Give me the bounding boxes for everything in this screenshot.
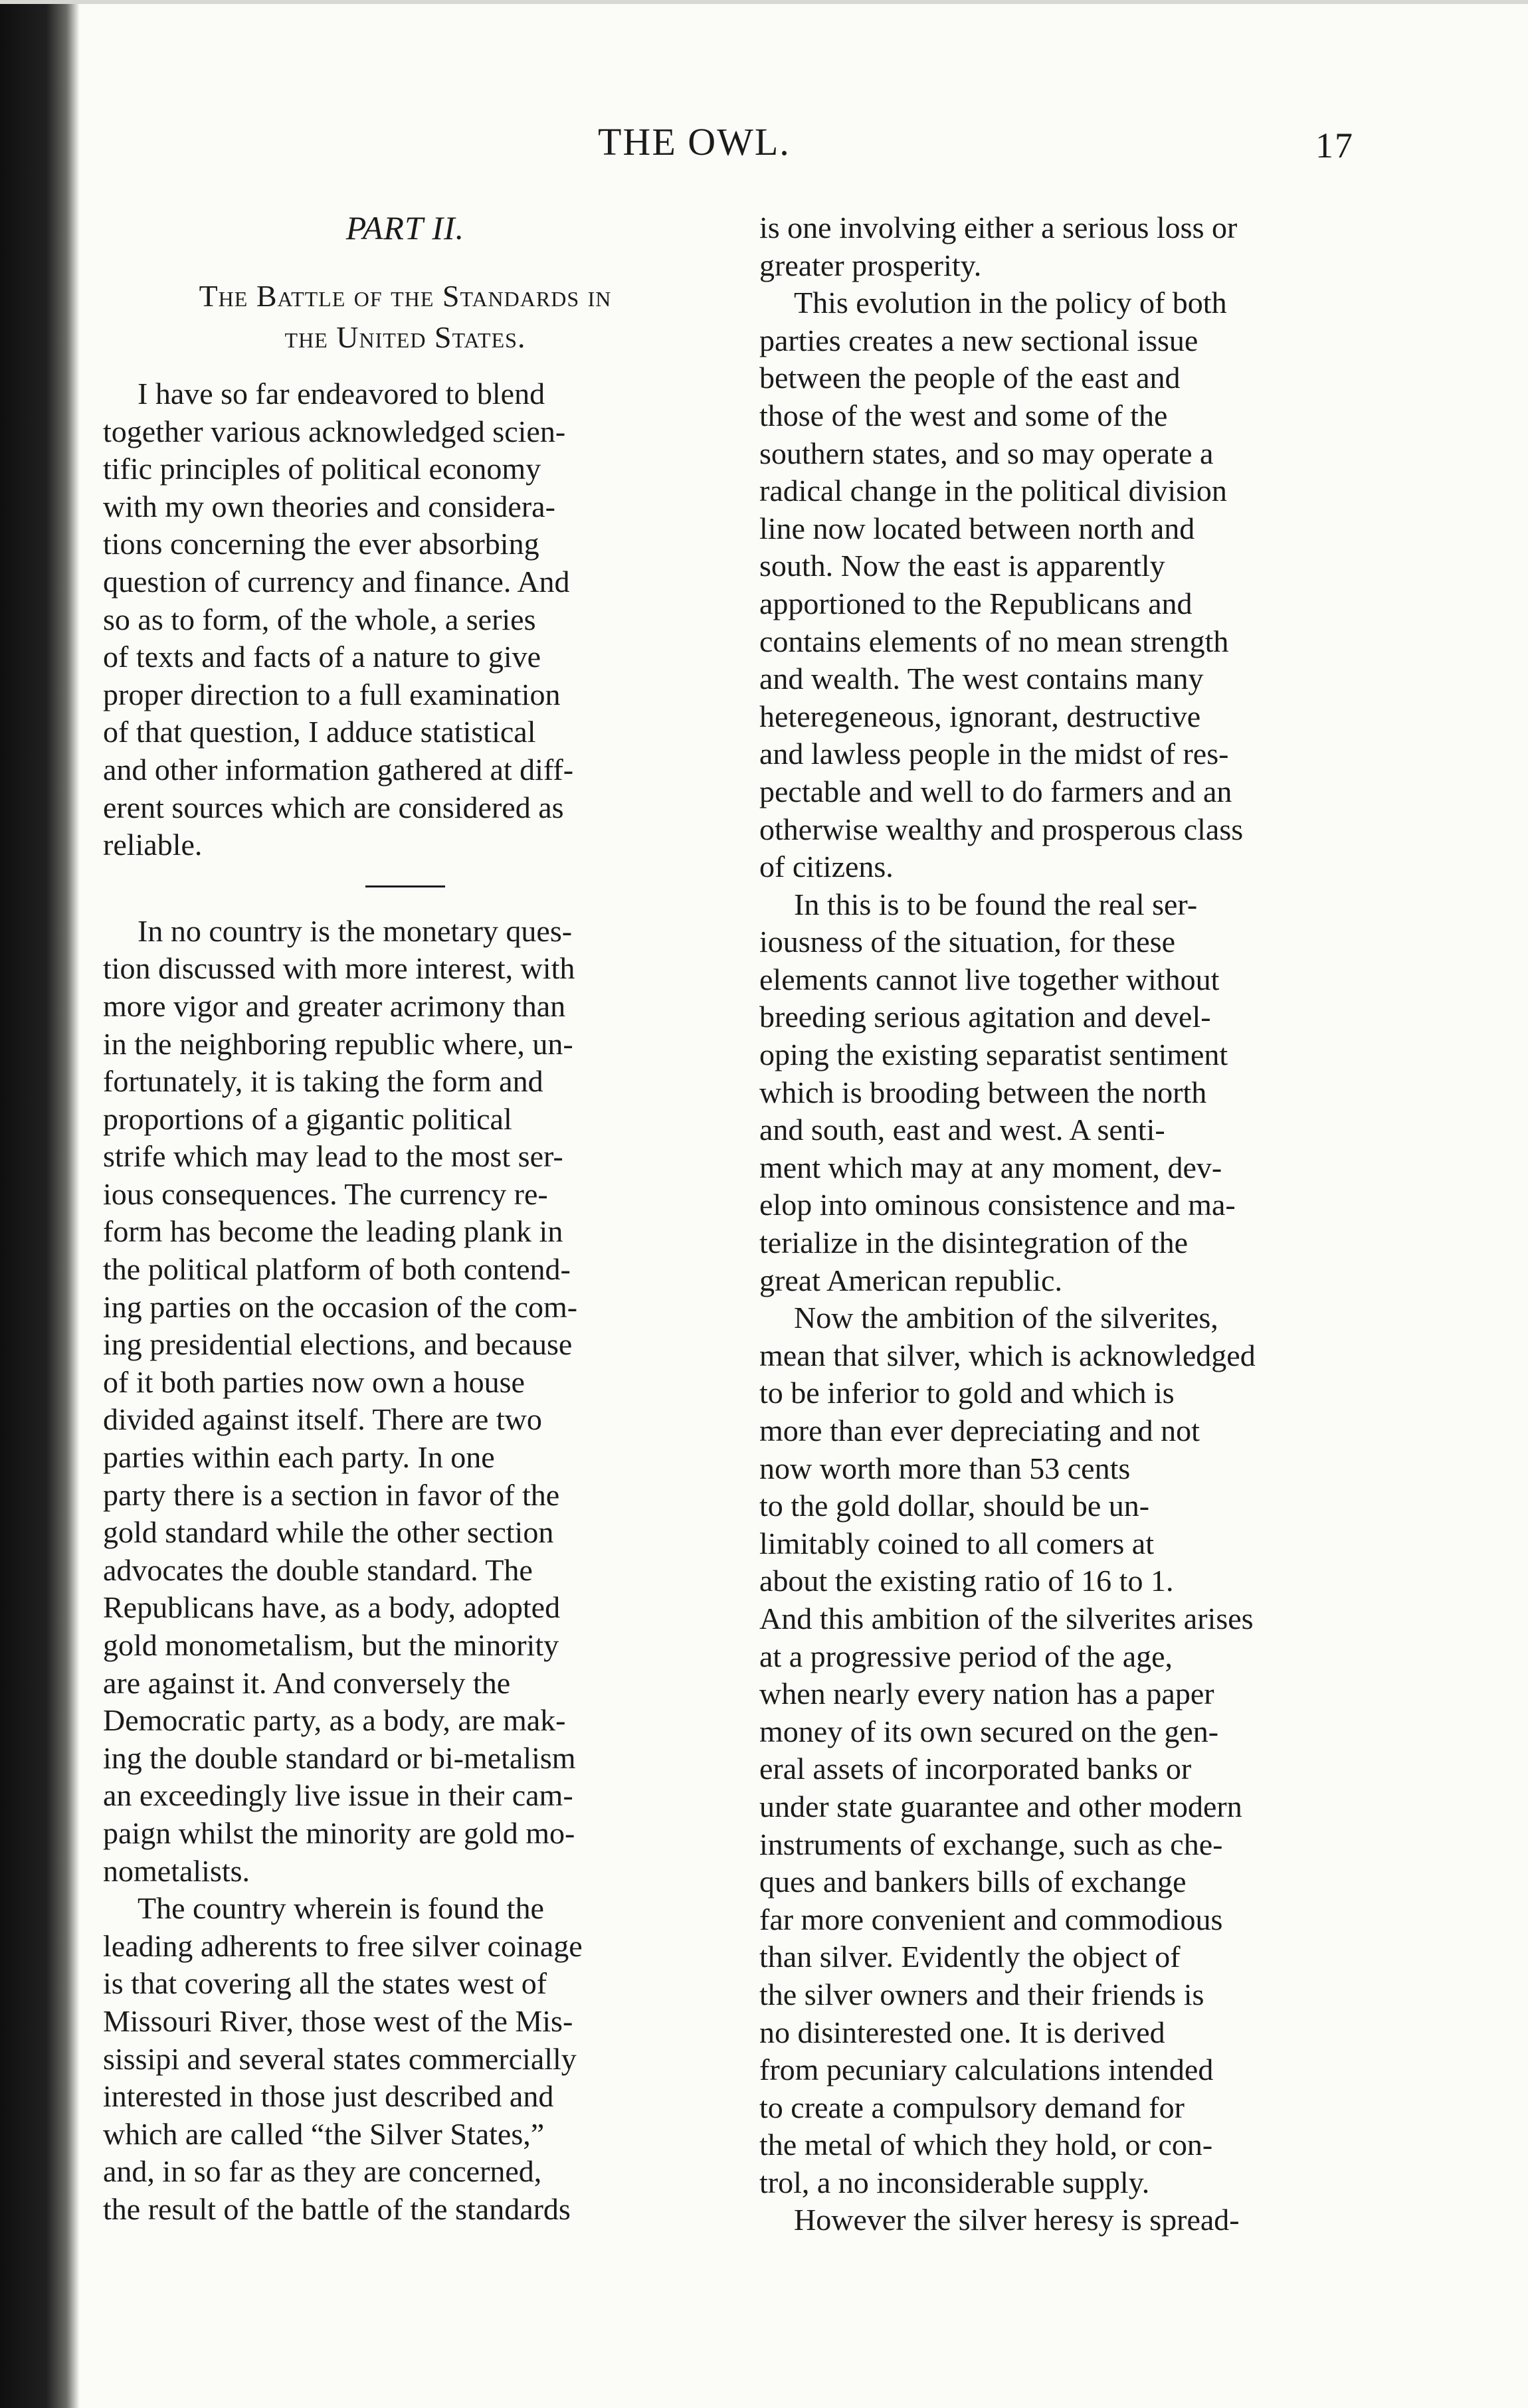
text-line: ment which may at any moment, dev- [759, 1150, 1222, 1184]
text-line: tions concerning the ever absorbing [103, 527, 539, 561]
text-line: And this ambition of the silverites arises [759, 1601, 1254, 1635]
text-line: those of the west and some of the [759, 398, 1168, 432]
text-line: with my own theories and considera- [103, 489, 555, 523]
text-line: otherwise wealthy and prosperous class [759, 812, 1244, 846]
text-line: which are called “the Silver States,” [103, 2116, 545, 2151]
text-line: greater prosperity. [759, 248, 982, 282]
text-line: question of currency and finance. And [103, 564, 570, 599]
text-line: nometalists. [103, 1853, 250, 1888]
text-line: the metal of which they hold, or con- [759, 2128, 1213, 2162]
text-line: contains elements of no mean strength [759, 624, 1229, 658]
paragraph [103, 1890, 708, 2228]
text-line: at a progressive period of the age, [759, 1639, 1173, 1673]
text-line: and wealth. The west contains many [759, 662, 1204, 696]
paragraph-continued [759, 209, 1364, 284]
text-line: leading adherents to free silver coinage [103, 1928, 583, 1963]
text-line: more than ever depreciating and not [759, 1414, 1200, 1447]
text-line: gold standard while the other section [103, 1515, 554, 1550]
text-line: no disinterested one. It is derived [759, 2015, 1165, 2049]
text-line: ing presidential elections, and because [103, 1327, 573, 1362]
text-line: proper direction to a full examination [103, 677, 561, 711]
text-line: party there is a section in favor of the [103, 1477, 560, 1512]
text-line: instruments of exchange, such as che- [759, 1827, 1223, 1861]
text-line: far more convenient and commodious [759, 1902, 1223, 1936]
text-line: tion discussed with more interest, with [103, 951, 575, 986]
text-line: proportions of a gigantic political [103, 1101, 512, 1136]
text-line: However the silver heresy is spread- [794, 2203, 1240, 2237]
text-line: radical change in the political division [759, 474, 1227, 508]
text-line: when nearly every nation has a paper [759, 1677, 1214, 1711]
section-rule [365, 885, 445, 887]
text-line: oping the existing separatist sentiment [759, 1038, 1228, 1072]
text-line: and other information gathered at diff- [103, 752, 574, 787]
text-line: This evolution in the policy of both [794, 286, 1227, 320]
text-line: to be inferior to gold and which is [759, 1376, 1175, 1410]
text-line: eral assets of incorporated banks or [759, 1752, 1192, 1786]
text-line: gold monometalism, but the minority [103, 1628, 559, 1662]
text-line: erent sources which are considered as [103, 790, 564, 824]
text-line: and lawless people in the midst of res- [759, 737, 1229, 771]
text-line: interested in those just described and [103, 2079, 554, 2114]
text-line: reliable. [103, 828, 203, 862]
text-line: divided against itself. There are two [103, 1402, 542, 1437]
text-line: and south, east and west. A senti- [759, 1113, 1165, 1147]
page-binding-edge [0, 0, 80, 2408]
text-line: great American republic. [759, 1263, 1062, 1297]
text-line: I have so far endeavored to blend [138, 377, 545, 411]
text-line: Missouri River, those west of the Mis- [103, 2003, 573, 2038]
text-line: together various acknowledged scien- [103, 414, 566, 448]
text-line: the silver owners and their friends is [759, 1977, 1204, 2011]
paragraph [103, 913, 708, 1890]
text-line: breeding serious agitation and devel- [759, 1000, 1211, 1034]
text-line: the political platform of both contend- [103, 1252, 571, 1287]
text-line: pectable and well to do farmers and an [759, 774, 1232, 808]
section-title [103, 276, 708, 375]
text-line: limitably coined to all comers at [759, 1526, 1155, 1560]
text-line: is one involving either a serious loss or [759, 211, 1238, 244]
text-line: and, in so far as they are concerned, [103, 2154, 542, 2189]
text-line: mean that silver, which is acknowledged [759, 1338, 1256, 1372]
text-line: ious consequences. The currency re- [103, 1176, 548, 1211]
paragraph [103, 375, 708, 864]
text-line: In no country is the monetary ques- [138, 913, 573, 948]
text-line: an exceedingly live issue in their cam- [103, 1778, 573, 1813]
text-line: parties within each party. In one [103, 1440, 495, 1475]
text-line: parties creates a new sectional issue [759, 323, 1198, 357]
text-line: southern states, and so may operate a [759, 436, 1214, 470]
text-line: money of its own secured on the gen- [759, 1714, 1219, 1748]
section-title-line: The Battle of the Standards in [199, 279, 612, 313]
text-line: Democratic party, as a body, are mak- [103, 1703, 566, 1738]
text-line: line now located between north and [759, 511, 1195, 545]
paragraph [759, 1299, 1364, 2201]
text-line: In this is to be found the real ser- [794, 887, 1198, 921]
text-line: are against it. And conversely the [103, 1665, 511, 1700]
text-line: The country wherein is found the [138, 1891, 544, 1926]
text-line: sissipi and several states commercially [103, 2041, 577, 2076]
text-line: is that covering all the states west of [103, 1966, 547, 2001]
paragraph [759, 2201, 1364, 2239]
text-line: in the neighboring republic where, un- [103, 1026, 573, 1061]
part-title: PART II. [345, 209, 465, 246]
text-line: paign whilst the minority are gold mo- [103, 1815, 575, 1850]
text-line: to the gold dollar, should be un- [759, 1489, 1150, 1523]
text-line: of it both parties now own a house [103, 1364, 525, 1399]
text-line: elements cannot live together without [759, 962, 1220, 996]
text-line: ing parties on the occasion of the com- [103, 1289, 578, 1324]
text-line: more vigor and greater acrimony than [103, 988, 566, 1023]
text-line: terialize in the disintegration of the [759, 1226, 1189, 1260]
text-line: advocates the double standard. The [103, 1552, 533, 1587]
text-line: form has become the leading plank in [103, 1214, 563, 1249]
text-line: which is brooding between the north [759, 1075, 1207, 1109]
text-line: tific principles of political economy [103, 452, 541, 486]
text-line: to create a compulsory demand for [759, 2090, 1185, 2124]
running-title: THE OWL. [598, 120, 791, 163]
text-line: south. Now the east is apparently [759, 549, 1165, 583]
text-line: iousness of the situation, for these [759, 925, 1176, 959]
text-line: fortunately, it is taking the form and [103, 1064, 543, 1099]
text-line: of citizens. [759, 850, 894, 884]
text-line: ing the double standard or bi-metalism [103, 1740, 576, 1775]
text-line: apportioned to the Republicans and [759, 586, 1193, 620]
text-line: heteregeneous, ignorant, destructive [759, 699, 1201, 733]
text-line: strife which may lead to the most ser- [103, 1139, 563, 1174]
right-column [759, 209, 1364, 2239]
text-line: the result of the battle of the standards [103, 2191, 571, 2226]
section-title-line: the United States. [284, 320, 526, 354]
paragraph [759, 886, 1364, 1300]
text-line: Republicans have, as a body, adopted [103, 1590, 561, 1625]
text-line: under state guarantee and other modern [759, 1789, 1242, 1823]
left-column [103, 209, 708, 2229]
text-line: so as to form, of the whole, a series [103, 602, 536, 636]
paragraph [759, 284, 1364, 886]
page-number: 17 [1315, 126, 1354, 165]
text-line: Now the ambition of the silverites, [794, 1301, 1218, 1335]
text-line: from pecuniary calculations intended [759, 2053, 1214, 2087]
text-line: of texts and facts of a nature to give [103, 640, 541, 674]
text-line: ques and bankers bills of exchange [759, 1865, 1187, 1899]
text-line: between the people of the east and [759, 361, 1181, 395]
text-line: trol, a no inconsiderable supply. [759, 2165, 1150, 2199]
text-line: than silver. Evidently the object of [759, 1940, 1181, 1974]
text-line: elop into ominous consistence and ma- [759, 1188, 1236, 1222]
text-line: now worth more than 53 cents [759, 1451, 1131, 1485]
text-line: of that question, I adduce statistical [103, 715, 536, 749]
text-line: about the existing ratio of 16 to 1. [759, 1564, 1174, 1598]
top-edge [0, 0, 1528, 4]
